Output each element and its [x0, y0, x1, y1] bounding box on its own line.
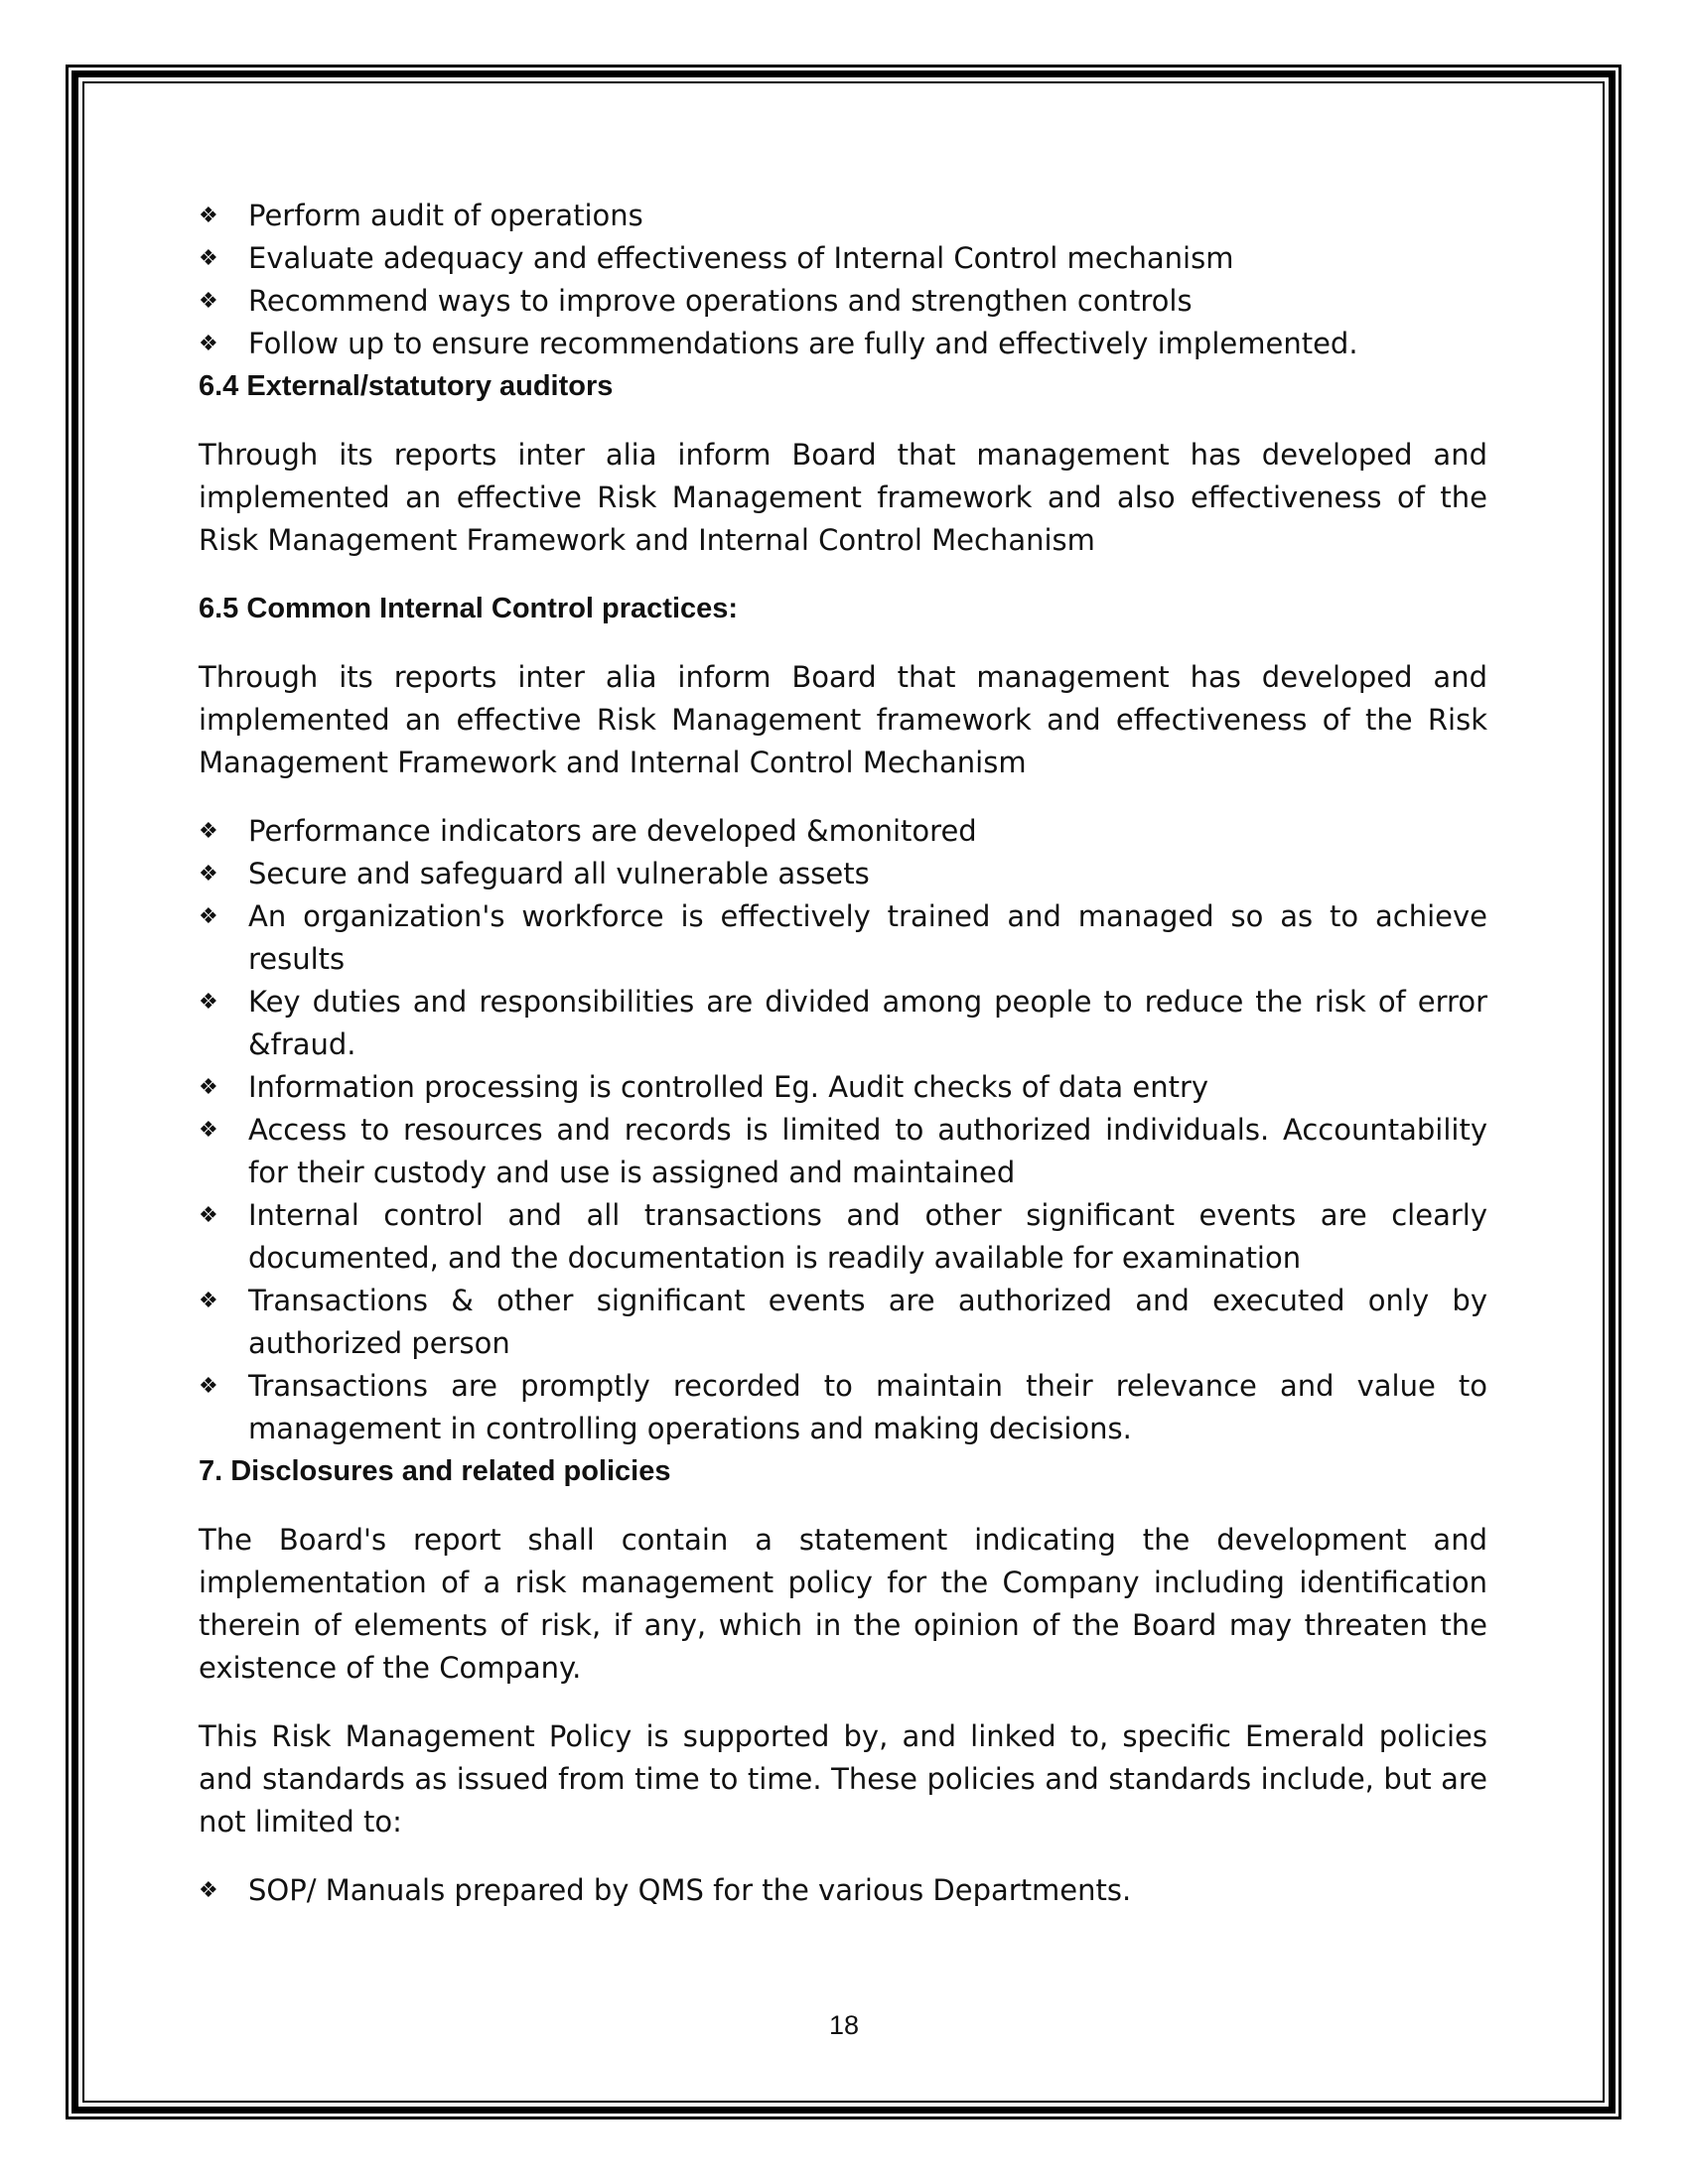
list-item: ❖ Key duties and responsibilities are divided among people to reduce the risk of error &fraud. — [199, 981, 1487, 1066]
list-item: ❖ Perform audit of operations — [199, 195, 1487, 237]
four-petal-diamond-icon: ❖ — [199, 1374, 218, 1399]
four-petal-diamond-icon: ❖ — [199, 332, 218, 356]
list-item: ❖ An organization's workforce is effectively trained and managed so as to achieve results — [199, 895, 1487, 981]
list-item: ❖ Information processing is controlled Eg. Audit checks of data entry — [199, 1066, 1487, 1109]
page-number: 18 — [828, 2010, 860, 2040]
section-heading-6-5: 6.5 Common Internal Control practices: — [199, 593, 739, 624]
list-item: ❖ SOP/ Manuals prepared by QMS for the various Departments. — [199, 1869, 1487, 1912]
section-heading-7: 7. Disclosures and related policies — [199, 1455, 671, 1487]
four-petal-diamond-icon: ❖ — [199, 1118, 218, 1143]
list-item: ❖ Secure and safeguard all vulnerable assets — [199, 853, 1487, 895]
four-petal-diamond-icon: ❖ — [199, 289, 218, 314]
list-item: ❖ Performance indicators are developed &monitored — [199, 810, 1487, 853]
list-item: ❖ Transactions & other significant events are authorized and executed only by authorized person — [199, 1280, 1487, 1365]
section-heading-6-4: 6.4 External/statutory auditors — [199, 370, 614, 402]
section-7-paragraph-1: The Board's report shall contain a statement indicating the development and implementation of a risk management policy for the Company including identification therein of elements of risk, if any, which in the opinion of the Board may threaten the existence of the Company. — [199, 1523, 1487, 1685]
list-item: ❖ Transactions are promptly recorded to maintain their relevance and value to management in controlling operations and making decisions. — [199, 1365, 1487, 1450]
four-petal-diamond-icon: ❖ — [199, 1203, 218, 1228]
four-petal-diamond-icon: ❖ — [199, 819, 218, 844]
list-item: ❖ Follow up to ensure recommendations are fully and effectively implemented. — [199, 323, 1487, 365]
four-petal-diamond-icon: ❖ — [199, 862, 218, 887]
list-item: ❖ Recommend ways to improve operations and strengthen controls — [199, 280, 1487, 323]
section-7-paragraph-2: This Risk Management Policy is supported by, and linked to, specific Emerald policies and standards as issued from time to time. These policies and standards include, but are not limited to: — [199, 1719, 1487, 1839]
four-petal-diamond-icon: ❖ — [199, 1878, 218, 1903]
bullet-list-policies — [199, 1869, 1487, 1912]
section-6-4-paragraph: Through its reports inter alia inform Board that management has developed and implemented an effective Risk Management framework and also effectiveness of the Risk Management Framework and Internal Control Mechanism — [199, 438, 1487, 557]
four-petal-diamond-icon: ❖ — [199, 990, 218, 1015]
page-content — [199, 195, 1487, 1912]
list-item: ❖ Evaluate adequacy and effectiveness of Internal Control mechanism — [199, 237, 1487, 280]
four-petal-diamond-icon: ❖ — [199, 904, 218, 929]
four-petal-diamond-icon: ❖ — [199, 204, 218, 228]
bullet-list-controls — [199, 810, 1487, 1450]
four-petal-diamond-icon: ❖ — [199, 1289, 218, 1313]
four-petal-diamond-icon: ❖ — [199, 246, 218, 271]
bullet-list-top — [199, 195, 1487, 365]
list-item: ❖ Internal control and all transactions and other significant events are clearly documented, and the documentation is readily available for examination — [199, 1194, 1487, 1280]
list-item: ❖ Access to resources and records is limited to authorized individuals. Accountability for their custody and use is assigned and maintained — [199, 1109, 1487, 1194]
four-petal-diamond-icon: ❖ — [199, 1075, 218, 1100]
section-6-5-paragraph: Through its reports inter alia inform Board that management has developed and implemented an effective Risk Management framework and effectiveness of the Risk Management Framework and Internal Control Mechanism — [199, 660, 1487, 779]
